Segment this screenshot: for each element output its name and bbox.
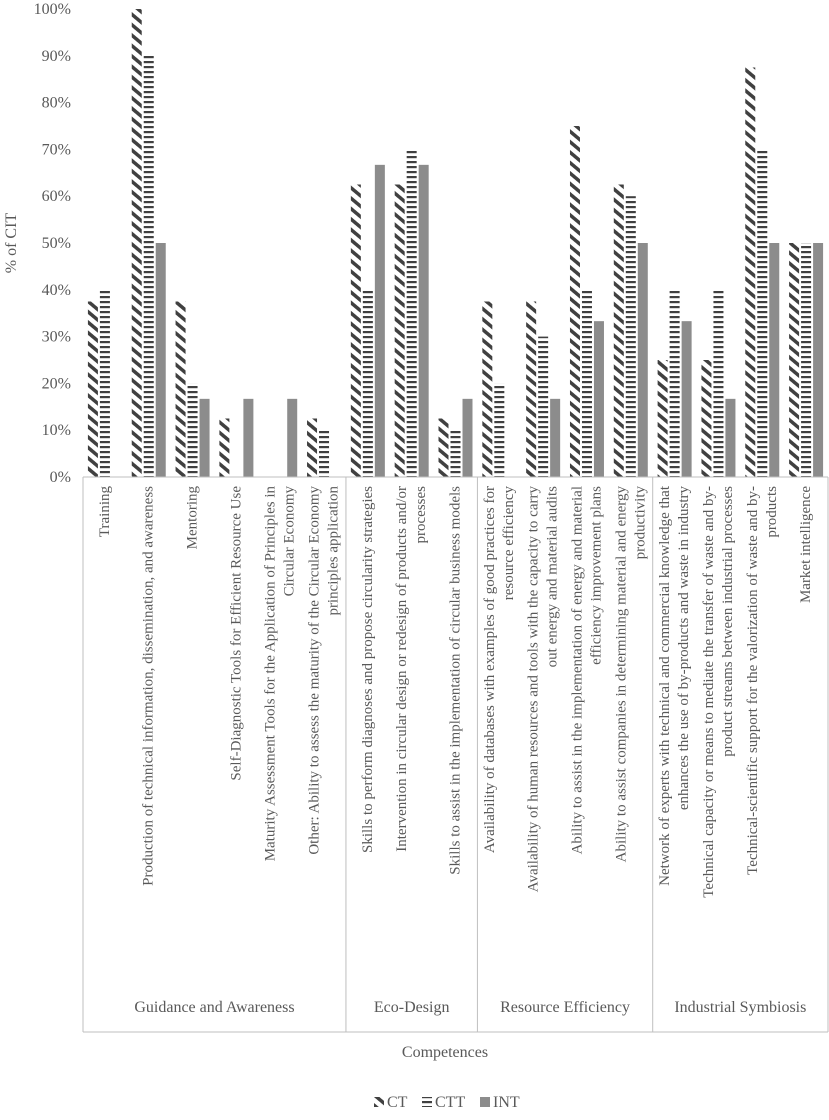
bar-ct bbox=[219, 419, 229, 478]
bar-ctt bbox=[757, 149, 767, 477]
category-label: Technical-scientific support for the valorization of waste and by- products bbox=[744, 485, 780, 875]
y-axis-label: % of CIT bbox=[3, 212, 20, 274]
bar-ct bbox=[482, 302, 492, 478]
category-label: Availability of human resources and tools with the capacity to carry out energy and material audits bbox=[525, 486, 561, 893]
bar-ct bbox=[745, 68, 755, 478]
bar-int bbox=[594, 321, 604, 477]
bar-int bbox=[550, 399, 560, 477]
legend-label: CT bbox=[387, 1094, 408, 1111]
category-label: Other: Ability to assess the maturity of the Circular Economy principles application bbox=[306, 486, 342, 855]
bar-ct bbox=[614, 185, 624, 478]
category-label: Ability to assist in the implementation of energy and material efficiency improvement plans bbox=[569, 486, 605, 855]
category-label: Availability of databases with examples of good practices for resource efficiency bbox=[481, 485, 517, 854]
y-tick-label: 10% bbox=[41, 422, 71, 440]
bar-ct bbox=[789, 243, 799, 477]
y-tick-label: 30% bbox=[41, 328, 71, 346]
bar-int bbox=[813, 243, 823, 477]
bar-int bbox=[463, 399, 473, 477]
legend-label: CTT bbox=[435, 1094, 466, 1111]
bar-ct bbox=[351, 185, 361, 478]
bar-ct bbox=[307, 419, 317, 478]
bar-ctt bbox=[626, 196, 636, 477]
bar-ctt bbox=[363, 290, 373, 477]
bar-int bbox=[200, 399, 210, 477]
bar-ctt bbox=[582, 290, 592, 477]
category-label: Skills to perform diagnoses and propose circularity strategies bbox=[359, 485, 376, 853]
bar-int bbox=[243, 399, 253, 477]
legend-swatch-int bbox=[480, 1097, 490, 1107]
y-tick-label: 80% bbox=[41, 94, 71, 112]
bar-ct bbox=[132, 9, 142, 477]
bar-ct bbox=[395, 185, 405, 478]
bar-ctt bbox=[494, 383, 504, 477]
bar-int bbox=[156, 243, 166, 477]
category-label: Network of experts with technical and commercial knowledge that enhances the use of by-products and waste in industry bbox=[657, 486, 693, 886]
y-tick-label: 60% bbox=[41, 188, 71, 206]
category-label: Mentoring bbox=[184, 486, 201, 550]
bar-ct bbox=[701, 360, 711, 477]
bar-ct bbox=[439, 419, 449, 478]
bar-ct bbox=[570, 126, 580, 477]
category-label: Market intelligence bbox=[798, 486, 815, 604]
bar-ct bbox=[658, 360, 668, 477]
group-label: Eco-Design bbox=[373, 999, 450, 1016]
y-tick-label: 70% bbox=[41, 141, 71, 159]
bar-ctt bbox=[144, 56, 154, 477]
legend-label: INT bbox=[493, 1094, 520, 1111]
x-axis-label: Competences bbox=[401, 1044, 489, 1061]
category-label: Intervention in circular design or redesign of products and/or processes bbox=[394, 486, 430, 852]
legend-swatch-ctt bbox=[422, 1097, 432, 1107]
bar-int bbox=[419, 165, 429, 477]
bar-ct bbox=[88, 302, 98, 478]
category-label: Skills to assist in the implementation of circular business models bbox=[447, 486, 464, 875]
legend-swatch-ct bbox=[374, 1097, 384, 1107]
bar-ctt bbox=[319, 430, 329, 477]
bar-ctt bbox=[670, 290, 680, 477]
y-tick-label: 0% bbox=[49, 469, 71, 486]
y-tick-label: 20% bbox=[41, 375, 71, 393]
y-tick-label: 90% bbox=[41, 47, 71, 65]
category-label: Production of technical information, dissemination, and awareness bbox=[140, 486, 157, 886]
bar-int bbox=[375, 165, 385, 477]
bar-ctt bbox=[801, 243, 811, 477]
y-tick-label: 40% bbox=[41, 281, 71, 299]
bar-ctt bbox=[100, 290, 110, 477]
bar-int bbox=[682, 321, 692, 477]
bar-ct bbox=[176, 302, 186, 478]
category-label: Training bbox=[96, 486, 113, 538]
bar-int bbox=[769, 243, 779, 477]
group-label: Industrial Symbiosis bbox=[674, 999, 807, 1016]
bar-ctt bbox=[451, 430, 461, 477]
category-label: Ability to assist companies in determining material and energy productivity bbox=[613, 486, 649, 863]
y-tick-label: 100% bbox=[33, 1, 71, 18]
category-label: Technical capacity or means to mediate the transfer of waste and by- product streams between industrial processes bbox=[700, 486, 736, 898]
group-label: Guidance and Awareness bbox=[134, 999, 295, 1016]
group-label: Resource Efficiency bbox=[500, 999, 630, 1016]
y-tick-label: 50% bbox=[41, 235, 71, 252]
category-label: Self-Diagnostic Tools for Efficient Resource Use bbox=[228, 485, 245, 781]
bar-ctt bbox=[407, 149, 417, 477]
bar-ct bbox=[526, 302, 536, 478]
bar-int bbox=[725, 399, 735, 477]
bar-ctt bbox=[713, 290, 723, 477]
category-label: Maturity Assessment Tools for the Application of Principles in Circular Economy bbox=[262, 486, 298, 862]
bar-ctt bbox=[188, 383, 198, 477]
bar-int bbox=[638, 243, 648, 477]
legend bbox=[374, 1094, 520, 1111]
bar-int bbox=[287, 399, 297, 477]
bar-ctt bbox=[538, 337, 548, 477]
